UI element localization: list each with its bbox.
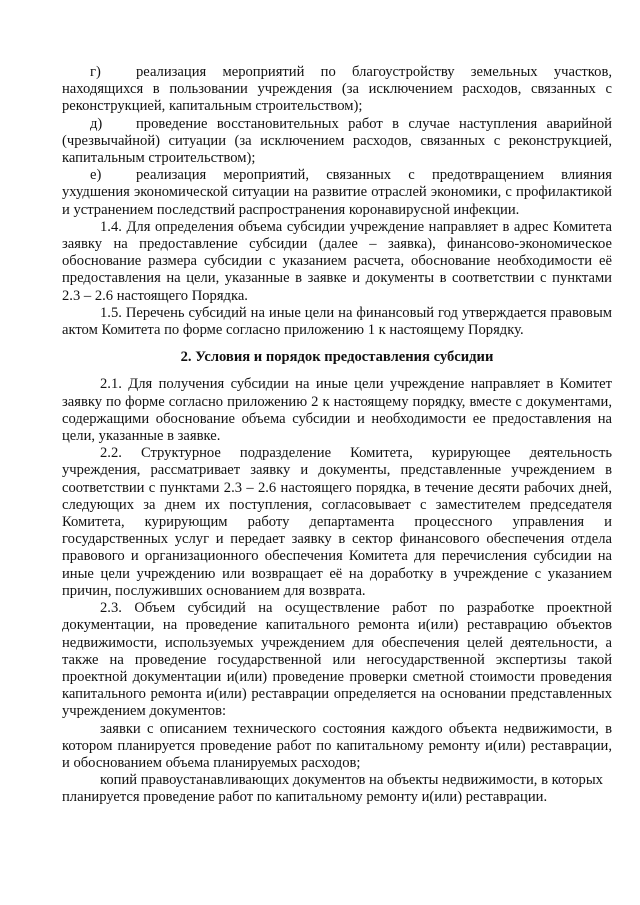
item-text: реализация мероприятий по благоустройству земельных участков, находящихся в пользовании учреждения (за исключением расходов, связанных с реконструкцией, капитальным строительством); bbox=[62, 64, 612, 115]
item-marker: г) bbox=[90, 64, 101, 80]
paragraph-2-1: 2.1. Для получения субсидии на иные цели учреждение направляет в Комитет заявку по форме согласно приложению 2 к настоящему порядку, вместе с документами, содержащими обоснование объема субсидии и необходимости ее предоставления на цели, указанные в заявке. bbox=[62, 376, 612, 445]
paragraph-2-3: 2.3. Объем субсидий на осуществление работ по разработке проектной документации, на проведение капитального ремонта и(или) реставрацию объектов недвижимости, используемых учреждением для обеспечения целей деятельности, а также на проведение государственной или негосударственной экспертизы такой проектной документации и(или) проведение проверки сметной стоимости проведения капитального ремонта и(или) реставрации определяется на основании представленных учреждением документов: bbox=[62, 600, 612, 720]
list-item-g bbox=[62, 64, 612, 116]
item-text: реализация мероприятий, связанных с предотвращением влияния ухудшения экономической ситуации на развитие отраслей экономики, с профилактикой и устранением последствий распространения коронавирусной инфекции. bbox=[62, 167, 612, 218]
paragraph-list-1: заявки с описанием технического состояния каждого объекта недвижимости, в котором планируется проведение работ по капитальному ремонту и(или) реставрации, и обоснованием объема планируемых расходов; bbox=[62, 720, 612, 771]
list-item-e bbox=[62, 167, 612, 219]
paragraph-1-5: 1.5. Перечень субсидий на иные цели на финансовый год утверждается правовым актом Комитета по форме согласно приложению 1 к настоящему Порядку. bbox=[62, 304, 612, 339]
item-marker: е) bbox=[90, 167, 102, 184]
paragraph-1-4: 1.4. Для определения объема субсидии учреждение направляет в адрес Комитета заявку на предоставление субсидии (далее – заявка), финансово-экономическое обоснование размера субсидии с указанием расчета, обоснование необходимости её предоставления на цели, указанные в заявке и документы в соответствии с пунктами 2.3 – 2.6 настоящего Порядка. bbox=[62, 218, 612, 304]
item-marker: д) bbox=[90, 115, 103, 132]
paragraph-2-2: 2.2. Структурное подразделение Комитета, курирующее деятельность учреждения, рассматривает заявку и документы, представленные учреждением в соответствии с пунктами 2.3 – 2.6 настоящего порядка, в течение десяти рабочих дней, следующих за днем их поступления, согласовывает с заместителем председателя Комитета, курирующим работу департамента процессного управления и государственных услуг и передает заявку в сектор финансового обеспечения отдела правового и организационного обеспечения Комитета для перечисления субсидии на иные цели учреждению или возвращает её на доработку в учреждение с указанием причин, послуживших основанием для возврата. bbox=[62, 445, 612, 599]
item-text: проведение восстановительных работ в случае наступления аварийной (чрезвычайной) ситуации (за исключением расходов, связанных с реконструкцией, капитальным строительством); bbox=[62, 115, 612, 167]
section-heading: 2. Условия и порядок предоставления субсидии bbox=[180, 349, 494, 366]
list-item-d bbox=[62, 116, 612, 168]
paragraph-list-2: копий правоустанавливающих документов на объекты недвижимости, в которых планируется проведение работ по капитальному ремонту и(или) реставрации. bbox=[62, 772, 603, 806]
